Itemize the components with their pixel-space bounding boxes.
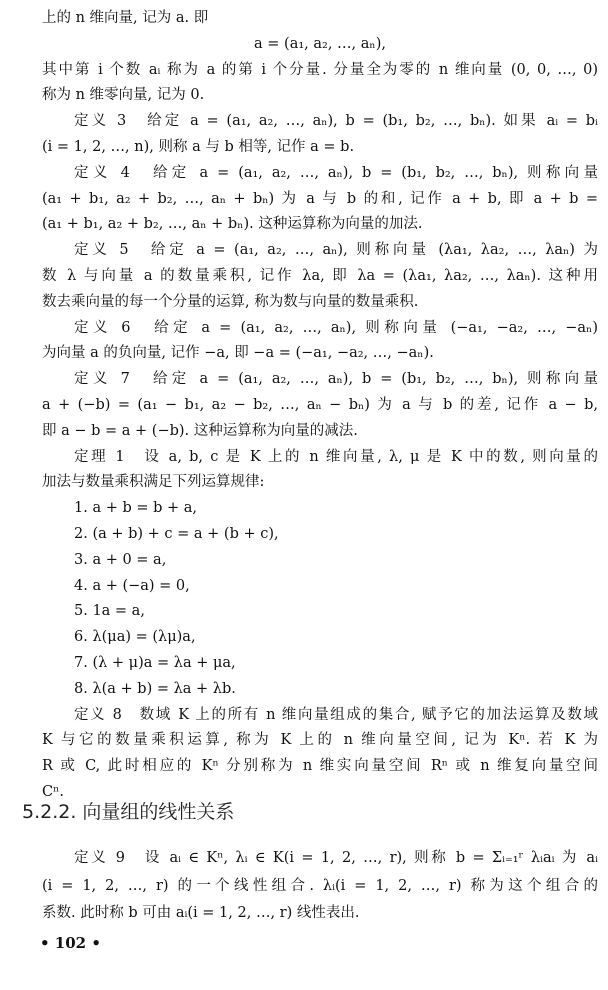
- section-heading: 5.2.2. 向量组的线性关系: [22, 801, 235, 823]
- rule-item: 6. λ(μa) = (λμ)a,: [74, 629, 196, 646]
- text-line: Cⁿ.: [42, 784, 64, 800]
- text-line: a + (−b) = (a₁ − b₁, a₂ − b₂, …, aₙ − bₙ) 为 a 与 b 的差, 记作 a − b,: [42, 397, 598, 413]
- text-line: 加法与数量乘积满足下列运算规律:: [42, 474, 265, 491]
- text-line: 定理 1 设 a, b, c 是 K 上的 n 维向量, λ, μ 是 K 中的数, 则向量的: [74, 448, 598, 465]
- text-line: 定义 8 数域 K 上的所有 n 维向量组成的集合, 赋予它的加法运算及数域: [74, 706, 598, 723]
- rule-item: 7. (λ + μ)a = λa + μa,: [74, 655, 236, 671]
- page-number: • 102 •: [40, 934, 101, 952]
- text-line: a = (a₁, a₂, …, aₙ),: [254, 35, 386, 52]
- rule-item: 8. λ(a + b) = λa + λb.: [74, 680, 236, 697]
- text-line: 数 λ 与向量 a 的数量乘积, 记作 λa, 即 λa = (λa₁, λa₂, …, λaₙ). 这种用: [42, 268, 598, 284]
- text-line: 定义 9 设 aᵢ ∈ Kⁿ, λᵢ ∈ K(i = 1, 2, …, r), 则称 b = Σᵢ₌₁ʳ λᵢaᵢ 为 aᵢ: [74, 850, 598, 866]
- rule-item: 5. 1a = a,: [74, 603, 145, 620]
- text-line: 定义 6 给定 a = (a₁, a₂, …, aₙ), 则称向量 (−a₁, −a₂, …, −aₙ): [74, 319, 598, 336]
- text-line: (a₁ + b₁, a₂ + b₂, …, aₙ + bₙ). 这种运算称为向量的加法.: [42, 216, 423, 233]
- text-line: K 与它的数量乘积运算, 称为 K 上的 n 维向量空间, 记为 Kⁿ. 若 K 为: [42, 732, 598, 749]
- text-line: 上的 n 维向量, 记为 a. 即: [42, 10, 209, 26]
- rule-item: 2. (a + b) + c = a + (b + c),: [74, 526, 279, 542]
- text-line: 定义 7 给定 a = (a₁, a₂, …, aₙ), b = (b₁, b₂, …, bₙ), 则称向量: [74, 371, 598, 388]
- text-line: 称为 n 维零向量, 记为 0.: [42, 87, 205, 104]
- text-line: 系数. 此时称 b 可由 aᵢ(i = 1, 2, …, r) 线性表出.: [42, 905, 360, 921]
- text-line: (a₁ + b₁, a₂ + b₂, …, aₙ + bₙ) 为 a 与 b 的和, 记作 a + b, 即 a + b =: [42, 190, 598, 207]
- text-line: 即 a − b = a + (−b). 这种运算称为向量的减法.: [42, 422, 358, 439]
- text-line: 为向量 a 的负向量, 记作 −a, 即 −a = (−a₁, −a₂, …, −aₙ).: [42, 345, 434, 362]
- text-line: 定义 3 给定 a = (a₁, a₂, …, aₙ), b = (b₁, b₂, …, bₙ). 如果 aᵢ = bᵢ: [74, 113, 598, 130]
- rule-item: 1. a + b = b + a,: [74, 500, 198, 517]
- rule-item: 3. a + 0 = a,: [74, 551, 167, 568]
- text-line: 定义 4 给定 a = (a₁, a₂, …, aₙ), b = (b₁, b₂, …, bₙ), 则称向量: [74, 164, 598, 181]
- text-line: R 或 C, 此时相应的 Kⁿ 分别称为 n 维实向量空间 Rⁿ 或 n 维复向量空间: [42, 758, 598, 775]
- rule-item: 4. a + (−a) = 0,: [74, 577, 190, 594]
- text-line: 数去乘向量的每一个分量的运算, 称为数与向量的数量乘积.: [42, 293, 419, 310]
- text-line: 定义 5 给定 a = (a₁, a₂, …, aₙ), 则称向量 (λa₁, λa₂, …, λaₙ) 为: [74, 242, 598, 259]
- text-line: (i = 1, 2, …, n), 则称 a 与 b 相等, 记作 a = b.: [42, 139, 355, 155]
- text-line: 其中第 i 个数 aᵢ 称为 a 的第 i 个分量. 分量全为零的 n 维向量 (0, 0, …, 0): [42, 61, 598, 78]
- text-line: (i = 1, 2, …, r) 的一个线性组合. λᵢ(i = 1, 2, …, r) 称为这个组合的: [42, 877, 598, 894]
